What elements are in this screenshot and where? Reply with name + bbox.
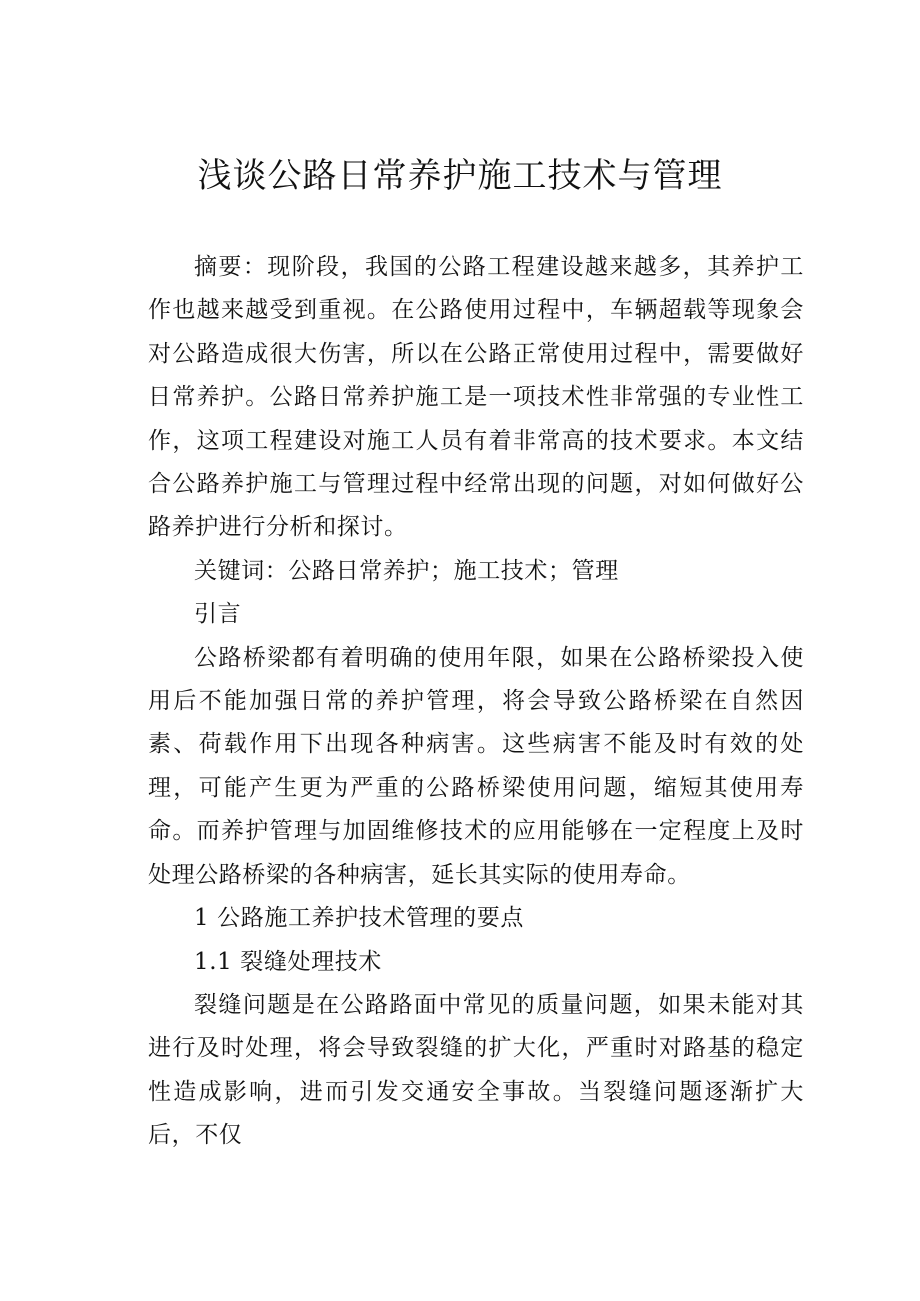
section-1-1-heading: 1.1 裂缝处理技术 — [194, 948, 382, 975]
section-1-1-paragraph: 裂缝问题是在公路路面中常见的质量问题，如果未能对其进行及时处理，将会导致裂缝的扩大化，严重时对路基的稳定性造成影响，进而引发交通安全事故。当裂缝问题逐渐扩大后，不仅 — [148, 991, 804, 1149]
intro-paragraph: 公路桥梁都有着明确的使用年限，如果在公路桥梁投入使用后不能加强日常的养护管理，将会导致公路桥梁在自然因素、荷载作用下出现各种病害。这些病害不能及时有效的处理，可能产生更为严重的公路桥梁使用问题，缩短其使用寿命。而养护管理与加固维修技术的应用能够在一定程度上及时处理公路桥梁的各种病害，延长其实际的使用寿命。 — [148, 644, 804, 888]
document-title: 浅谈公路日常养护施工技术与管理 — [197, 156, 723, 196]
keywords-line: 关键词：公路日常养护；施工技术；管理 — [194, 557, 619, 584]
intro-heading: 引言 — [194, 601, 242, 628]
section-1-heading: 1 公路施工养护技术管理的要点 — [194, 905, 524, 932]
document-body — [148, 246, 804, 1158]
abstract-paragraph: 摘要：现阶段，我国的公路工程建设越来越多，其养护工作也越来越受到重视。在公路使用过程中，车辆超载等现象会对公路造成很大伤害，所以在公路正常使用过程中，需要做好日常养护。公路日常养护施工是一项技术性非常强的专业性工作，这项工程建设对施工人员有着非常高的技术要求。本文结合公路养护施工与管理过程中经常出现的问题，对如何做好公路养护进行分析和探讨。 — [148, 254, 804, 541]
